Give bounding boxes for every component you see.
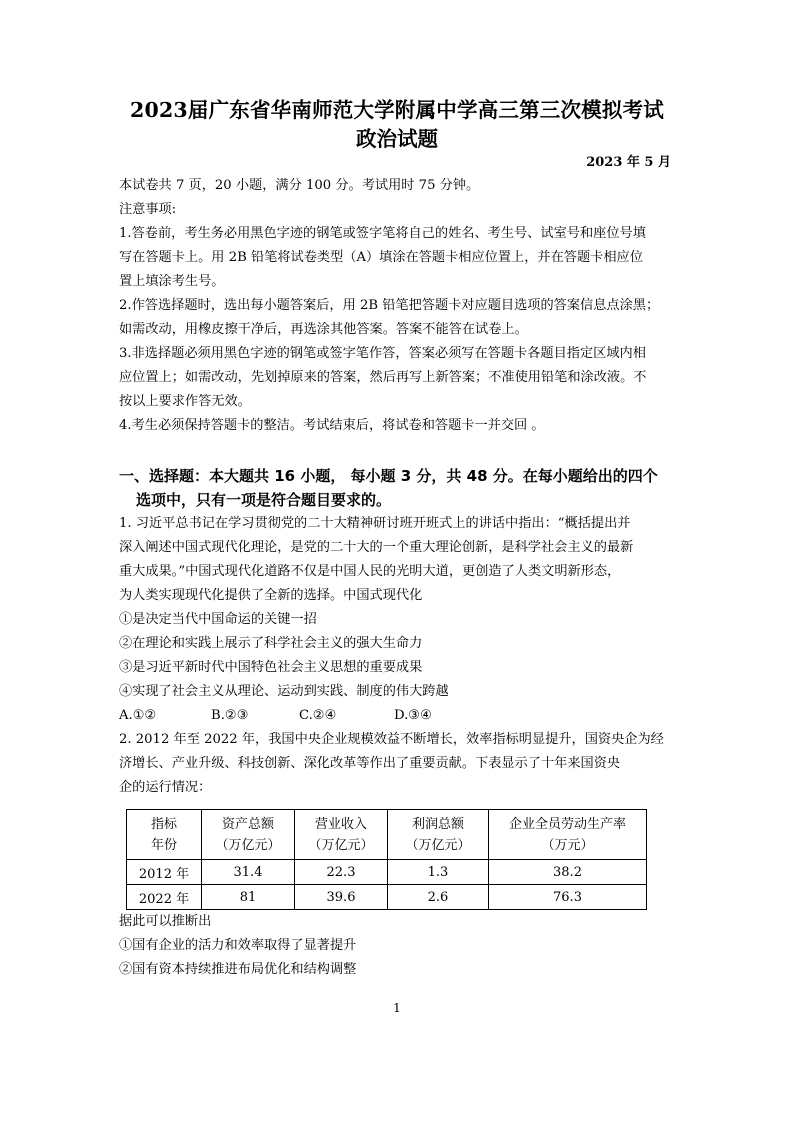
section-heading-cont: 选项中，只有一项是符合题目要求的。 xyxy=(136,491,392,509)
option-c[interactable]: C.②④ xyxy=(299,708,337,723)
question-1-item: ②在理论和实践上展示了科学社会主义的强大生命力 xyxy=(119,636,423,651)
option-a[interactable]: A.①② xyxy=(119,708,157,723)
exam-subject-title: 政治试题 xyxy=(356,127,438,151)
table-cell: 22.3 xyxy=(295,860,388,885)
option-b[interactable]: B.②③ xyxy=(211,708,249,723)
column-name: 企业全员劳动生产率 xyxy=(508,816,626,832)
column-name: 营业收入 xyxy=(314,816,367,832)
question-2-item: ①国有企业的活力和效率取得了显著提升 xyxy=(119,938,357,953)
column-unit: （万亿元） xyxy=(215,837,281,853)
table-header-row xyxy=(127,810,647,860)
header-indicator-label: 指标 xyxy=(150,816,177,832)
table-header-cell xyxy=(388,810,489,860)
notes-line: 应位置上；如需改动，先划掉原来的答案，然后再写上新答案；不准使用铅笔和涂改液。不 xyxy=(119,370,647,385)
notes-line: 2.作答选择题时，选出每小题答案后，用 2B 铅笔把答题卡对应题目选项的答案信息点涂黑； xyxy=(119,298,660,313)
notes-line: 按以上要求作答无效。 xyxy=(119,394,251,409)
table-cell: 39.6 xyxy=(295,885,388,910)
notes-line: 4.考生必须保持答题卡的整洁。考试结束后，将试卷和答题卡一并交回 。 xyxy=(119,418,545,433)
table-cell: 38.2 xyxy=(489,860,647,885)
table-cell: 2.6 xyxy=(388,885,489,910)
question-1-item: ①是决定当代中国命运的关键一招 xyxy=(119,612,317,627)
question-1-item: ④实现了社会主义从理论、运动到实践、制度的伟大跨越 xyxy=(119,684,449,699)
option-d[interactable]: D.③④ xyxy=(394,708,432,723)
page-number: 1 xyxy=(393,1001,401,1015)
question-2-item: ②国有资本持续推进布局优化和结构调整 xyxy=(119,962,357,977)
exam-title: 2023届广东省华南师范大学附属中学高三第三次模拟考试 xyxy=(130,98,664,122)
column-name: 资产总额 xyxy=(221,816,274,832)
question-1-stem: 深入阐述中国式现代化理论，是党的二十大的一个重大理论创新，是科学社会主义的最新 xyxy=(119,540,634,555)
notes-line: 如需改动，用橡皮擦干净后，再选涂其他答案。答案不能答在试卷上。 xyxy=(119,322,528,337)
section-heading: 一、选择题：本大题共 16 小题， 每小题 3 分，共 48 分。在每小题给出的四个 xyxy=(119,467,658,485)
question-1-stem: 重大成果。”中国式现代化道路不仅是中国人民的光明大道，更创造了人类文明新形态， xyxy=(119,564,621,579)
exam-intro: 本试卷共 7 页，20 小题，满分 100 分。考试用时 75 分钟。 xyxy=(119,178,480,193)
question-1-item: ③是习近平新时代中国特色社会主义思想的重要成果 xyxy=(119,660,423,675)
table-year-cell: 2012 年 xyxy=(127,860,202,885)
column-unit: （万亿元） xyxy=(308,837,374,853)
notes-line: 写在答题卡上。用 2B 铅笔将试卷类型（A）填涂在答题卡相应位置上，并在答题卡相应位 xyxy=(119,250,643,265)
notes-heading: 注意事项: xyxy=(119,202,177,217)
soe-data-table xyxy=(126,809,647,910)
table-header-cell xyxy=(202,810,295,860)
question-1-options xyxy=(119,707,432,725)
notes-line: 3.非选择题必须用黑色字迹的钢笔或签字笔作答，答案必须写在答题卡各题目指定区域内相 xyxy=(119,346,646,361)
table-corner-cell xyxy=(127,810,202,860)
table-cell: 81 xyxy=(202,885,295,910)
table-header-cell xyxy=(295,810,388,860)
notes-line: 置上填涂考生号。 xyxy=(119,274,225,289)
table-header-cell xyxy=(489,810,647,860)
table-cell: 31.4 xyxy=(202,860,295,885)
table-row xyxy=(127,885,647,910)
column-name: 利润总额 xyxy=(411,816,464,832)
question-2-stem: 济增长、产业升级、科技创新、深化改革等作出了重要贡献。下表显示了十年来国资央 xyxy=(119,756,621,771)
notes-line: 1.答卷前，考生务必用黑色字迹的钢笔或签字笔将自己的姓名、考生号、试室号和座位号填 xyxy=(119,226,646,241)
table-year-cell: 2022 年 xyxy=(127,885,202,910)
question-2-stem: 企的运行情况： xyxy=(119,780,212,795)
question-1-stem: 1. 习近平总书记在学习贯彻党的二十大精神研讨班开班式上的讲话中指出：“概括提出并 xyxy=(119,516,631,531)
column-unit: （万亿元） xyxy=(405,837,471,853)
table-cell: 1.3 xyxy=(388,860,489,885)
column-unit: （万元） xyxy=(541,837,594,853)
question-1-stem: 为人类实现现代化提供了全新的选择。中国式现代化 xyxy=(119,588,423,603)
table-row xyxy=(127,860,647,885)
exam-date: 2023 年 5 月 xyxy=(586,155,671,170)
question-2-prompt: 据此可以推断出 xyxy=(119,914,212,929)
question-2-stem: 2. 2012 年至 2022 年，我国中央企业规模效益不断增长，效率指标明显提升，国资央企为经 xyxy=(119,732,664,747)
table-cell: 76.3 xyxy=(489,885,647,910)
header-year-label: 年份 xyxy=(150,837,177,853)
